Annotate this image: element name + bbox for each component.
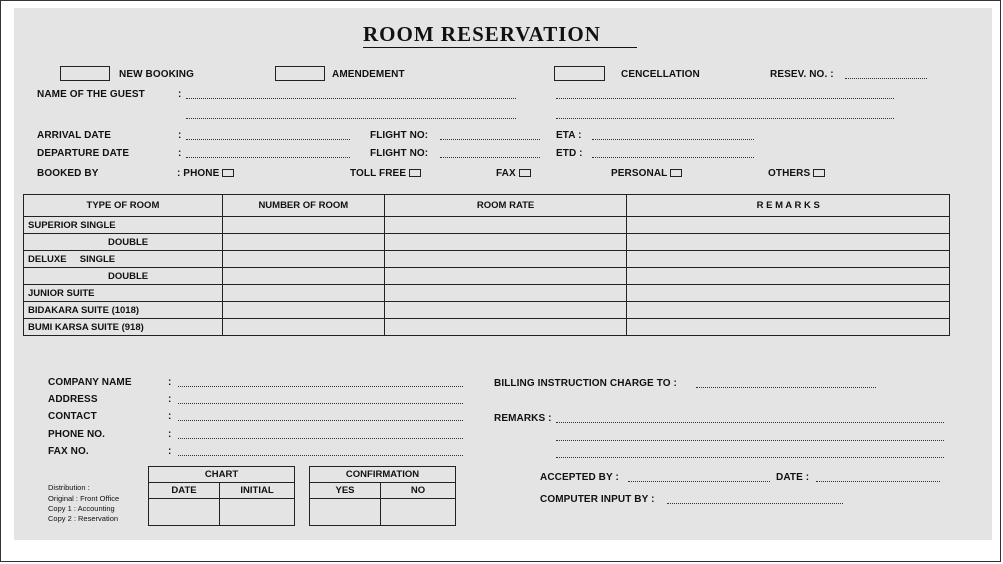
number-of-room-cell[interactable] xyxy=(222,285,384,302)
number-of-room-cell[interactable] xyxy=(222,234,384,251)
remarks-field[interactable] xyxy=(556,422,944,423)
room-type-cell: BIDAKARA SUITE (1018) xyxy=(24,302,223,319)
room-rate-cell[interactable] xyxy=(384,285,627,302)
room-type-cell xyxy=(24,217,223,234)
arrival-flight-no-label: FLIGHT NO: xyxy=(370,130,429,141)
billing-instruction-label: BILLING INSTRUCTION CHARGE TO : xyxy=(494,378,677,389)
etd-label: ETD : xyxy=(556,148,583,159)
chart-initial-header: INITIAL xyxy=(220,483,295,499)
others-option[interactable] xyxy=(768,168,825,179)
toll-free-label: TOLL FREE xyxy=(350,168,407,179)
personal-checkbox[interactable] xyxy=(670,169,682,177)
billing-instruction-field[interactable] xyxy=(696,387,876,388)
departure-flight-no-label: FLIGHT NO: xyxy=(370,148,429,159)
room-table-header xyxy=(24,195,950,217)
room-type-cell: BUMI KARSA SUITE (918) xyxy=(24,319,223,336)
toll-free-option[interactable] xyxy=(350,168,421,179)
computer-input-by-field[interactable] xyxy=(667,503,843,504)
number-of-room-cell[interactable] xyxy=(222,268,384,285)
guest-name-field-line3[interactable] xyxy=(556,98,894,99)
accepted-date-label: DATE : xyxy=(776,472,810,483)
distribution-copy2: Copy 2 : Reservation xyxy=(48,514,119,523)
remarks-cell[interactable] xyxy=(627,268,950,285)
accepted-by-label: ACCEPTED BY : xyxy=(540,472,619,483)
contact-colon: : xyxy=(168,411,172,422)
room-subtype: DOUBLE xyxy=(108,236,149,248)
departure-flight-no-field[interactable] xyxy=(440,157,540,158)
reservation-no-label: RESEV. NO. : xyxy=(770,69,834,80)
arrival-date-field[interactable] xyxy=(186,139,350,140)
cancellation-label: CENCELLATION xyxy=(621,69,700,80)
table-row xyxy=(24,251,950,268)
room-subtype: SINGLE xyxy=(79,253,116,265)
amendment-checkbox[interactable] xyxy=(275,66,325,81)
company-name-field[interactable] xyxy=(178,386,463,387)
others-checkbox[interactable] xyxy=(813,169,825,177)
room-type-cell xyxy=(24,268,223,285)
room-rate-cell[interactable] xyxy=(384,268,627,285)
fax-label: FAX xyxy=(496,168,516,179)
remarks-field-line3[interactable] xyxy=(556,457,944,458)
guest-name-label: NAME OF THE GUEST xyxy=(37,89,145,100)
phone-label: : PHONE xyxy=(177,168,220,179)
guest-name-colon: : xyxy=(178,89,182,100)
fax-checkbox[interactable] xyxy=(519,169,531,177)
table-row xyxy=(24,285,950,302)
distribution-heading: Distribution : xyxy=(48,483,90,492)
header-room-rate: ROOM RATE xyxy=(384,195,627,217)
confirmation-yes-header: YES xyxy=(310,483,381,499)
table-row xyxy=(24,217,950,234)
table-row xyxy=(24,302,950,319)
remarks-label: REMARKS : xyxy=(494,413,552,424)
table-row xyxy=(24,268,950,285)
departure-date-field[interactable] xyxy=(186,157,350,158)
arrival-date-colon: : xyxy=(178,130,182,141)
guest-name-field[interactable] xyxy=(186,98,516,99)
number-of-room-cell[interactable] xyxy=(222,302,384,319)
remarks-cell[interactable] xyxy=(627,234,950,251)
room-rate-cell[interactable] xyxy=(384,302,627,319)
confirmation-title: CONFIRMATION xyxy=(310,467,456,483)
phone-no-label: PHONE NO. xyxy=(48,429,106,440)
address-colon: : xyxy=(168,394,172,405)
remarks-cell[interactable] xyxy=(627,251,950,268)
confirmation-no-header: NO xyxy=(381,483,456,499)
new-booking-checkbox[interactable] xyxy=(60,66,110,81)
header-type-of-room: TYPE OF ROOM xyxy=(24,195,223,217)
room-rate-cell[interactable] xyxy=(384,319,627,336)
company-name-label: COMPANY NAME xyxy=(48,377,132,388)
header-number-of-room: NUMBER OF ROOM xyxy=(222,195,384,217)
etd-field[interactable] xyxy=(592,157,754,158)
toll-free-checkbox[interactable] xyxy=(409,169,421,177)
amendment-label: AMENDEMENT xyxy=(332,69,405,80)
phone-option[interactable] xyxy=(177,168,234,179)
room-group: DELUXE xyxy=(28,253,67,265)
departure-date-label: DEPARTURE DATE xyxy=(37,148,130,159)
table-row xyxy=(24,234,950,251)
company-name-colon: : xyxy=(168,377,172,388)
remarks-cell[interactable] xyxy=(627,319,950,336)
room-rate-cell[interactable] xyxy=(384,251,627,268)
phone-no-field[interactable] xyxy=(178,438,463,439)
header-remarks: R E M A R K S xyxy=(627,195,950,217)
remarks-cell[interactable] xyxy=(627,285,950,302)
reservation-no-field[interactable] xyxy=(845,78,927,79)
remarks-field-line2[interactable] xyxy=(556,440,944,441)
phone-no-colon: : xyxy=(168,429,172,440)
accepted-by-field[interactable] xyxy=(628,481,770,482)
eta-field[interactable] xyxy=(592,139,754,140)
room-rate-cell[interactable] xyxy=(384,217,627,234)
room-subtype: DOUBLE xyxy=(108,270,149,282)
departure-date-colon: : xyxy=(178,148,182,159)
room-type-cell xyxy=(24,251,223,268)
room-type-cell: JUNIOR SUITE xyxy=(24,285,223,302)
distribution-copy1: Copy 1 : Accounting xyxy=(48,504,115,513)
fax-no-label: FAX NO. xyxy=(48,446,89,457)
phone-checkbox[interactable] xyxy=(222,169,234,177)
room-type-cell xyxy=(24,234,223,251)
guest-name-field-line4[interactable] xyxy=(556,118,894,119)
accepted-date-field[interactable] xyxy=(816,481,940,482)
chart-box xyxy=(148,466,295,526)
confirmation-no-cell[interactable] xyxy=(381,499,456,526)
contact-field[interactable] xyxy=(178,420,463,421)
personal-option[interactable] xyxy=(611,168,682,179)
new-booking-label: NEW BOOKING xyxy=(119,69,194,80)
chart-date-header: DATE xyxy=(149,483,220,499)
eta-label: ETA : xyxy=(556,130,582,141)
number-of-room-cell[interactable] xyxy=(222,251,384,268)
fax-option[interactable] xyxy=(496,168,531,179)
cancellation-checkbox[interactable] xyxy=(554,66,605,81)
form-title: ROOM RESERVATION xyxy=(363,22,601,46)
address-label: ADDRESS xyxy=(48,394,98,405)
title-underline xyxy=(363,47,637,48)
others-label: OTHERS xyxy=(768,168,811,179)
arrival-date-label: ARRIVAL DATE xyxy=(37,130,111,141)
table-row xyxy=(24,319,950,336)
chart-initial-cell[interactable] xyxy=(220,499,295,526)
room-rate-cell[interactable] xyxy=(384,234,627,251)
chart-date-cell[interactable] xyxy=(149,499,220,526)
contact-label: CONTACT xyxy=(48,411,97,422)
remarks-cell[interactable] xyxy=(627,217,950,234)
distribution-original: Original : Front Office xyxy=(48,494,120,503)
fax-no-field[interactable] xyxy=(178,455,463,456)
fax-no-colon: : xyxy=(168,446,172,457)
address-field[interactable] xyxy=(178,403,463,404)
computer-input-by-label: COMPUTER INPUT BY : xyxy=(540,494,655,505)
guest-name-field-line2[interactable] xyxy=(186,118,516,119)
chart-title: CHART xyxy=(149,467,295,483)
number-of-room-cell[interactable] xyxy=(222,319,384,336)
room-subtype: SINGLE xyxy=(80,219,116,231)
arrival-flight-no-field[interactable] xyxy=(440,139,540,140)
personal-label: PERSONAL xyxy=(611,168,668,179)
room-group: SUPERIOR xyxy=(28,219,78,231)
room-type-table xyxy=(23,194,950,336)
remarks-cell[interactable] xyxy=(627,302,950,319)
confirmation-yes-cell[interactable] xyxy=(310,499,381,526)
booked-by-label: BOOKED BY xyxy=(37,168,99,179)
confirmation-box xyxy=(309,466,456,526)
number-of-room-cell[interactable] xyxy=(222,217,384,234)
